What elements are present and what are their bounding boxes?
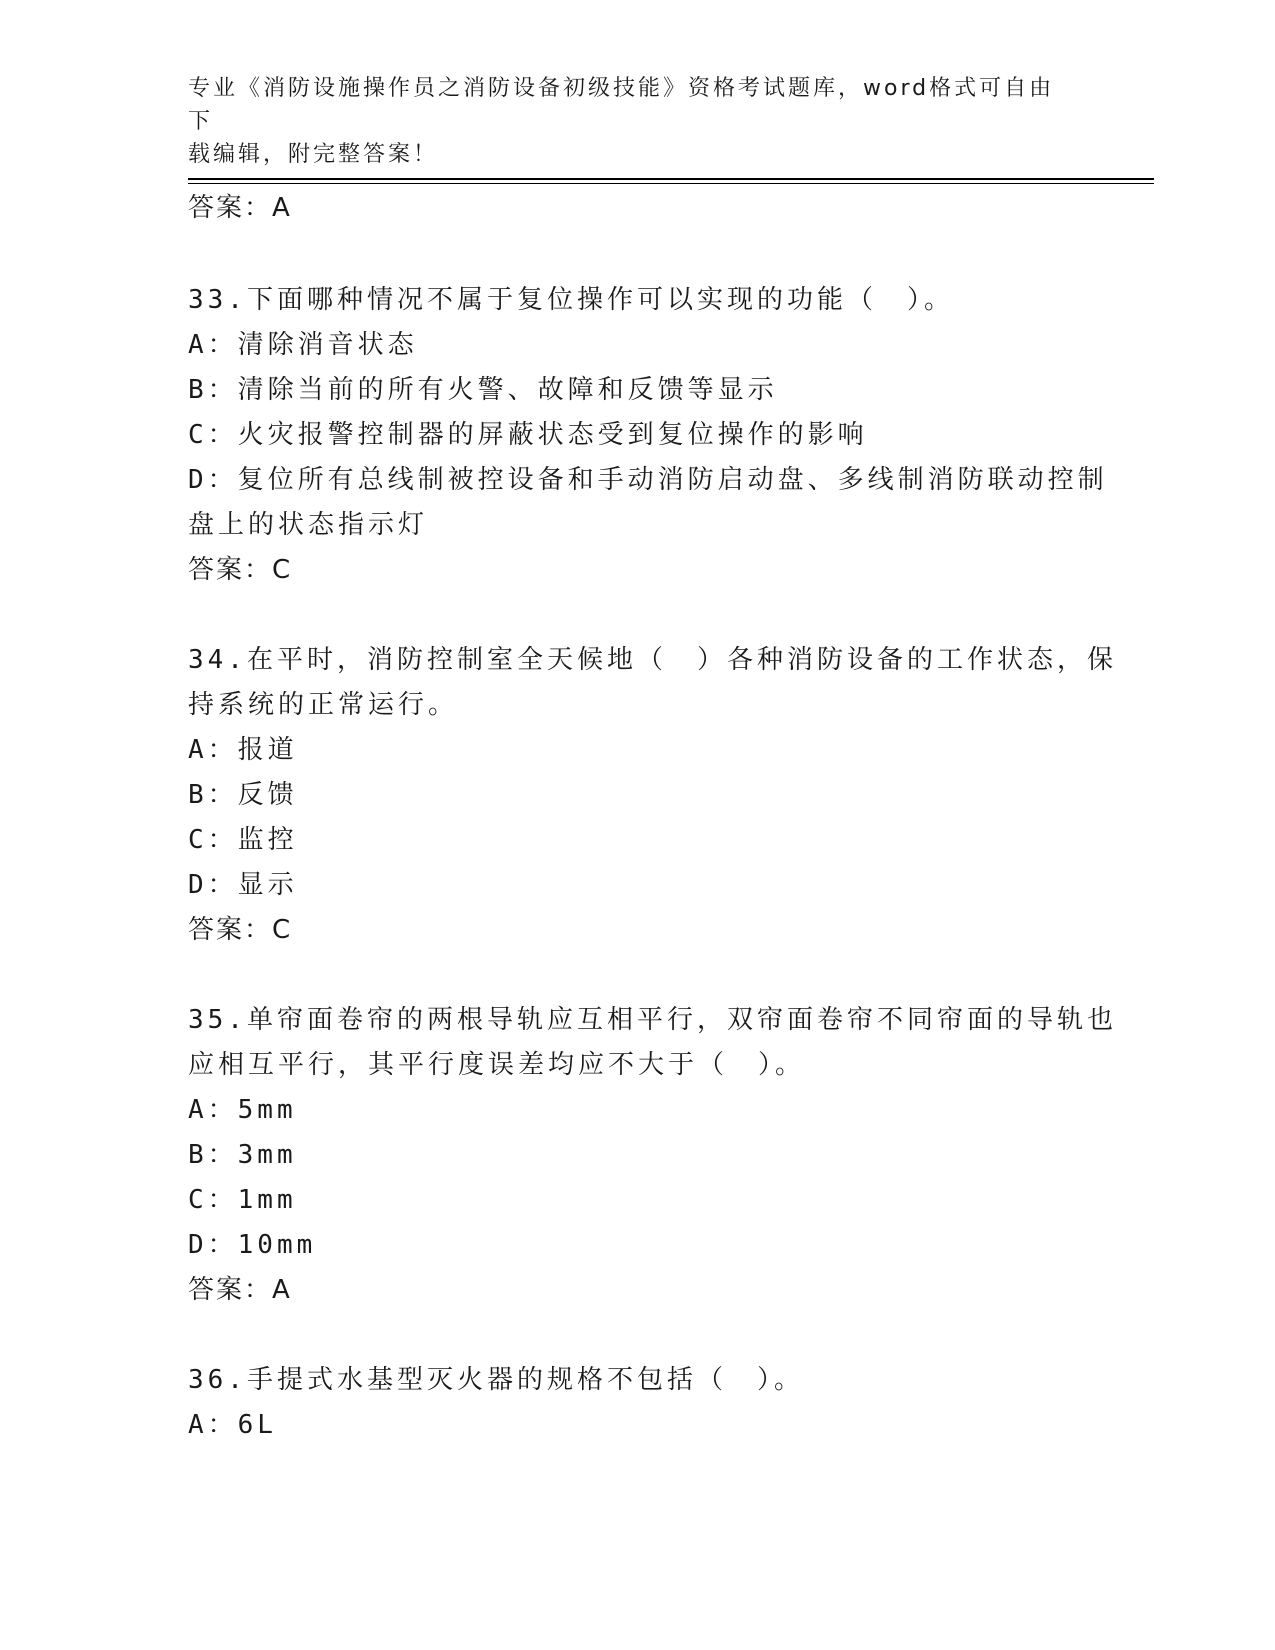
question-33-answer: 答案：C xyxy=(188,555,293,585)
question-33-stem: 33.下面哪种情况不属于复位操作可以实现的功能（ ）。 xyxy=(188,285,954,315)
question-33-option-c: C：火灾报警控制器的屏蔽状态受到复位操作的影响 xyxy=(188,420,868,450)
question-34-option-a: A：报道 xyxy=(188,735,298,765)
question-35-stem-cont: 应相互平行，其平行度误差均应不大于（ ）。 xyxy=(188,1050,806,1080)
question-35-option-b: B：3mm xyxy=(188,1140,297,1170)
question-34-stem: 34.在平时，消防控制室全天候地（ ）各种消防设备的工作状态，保 xyxy=(188,645,1117,675)
question-34-option-b: B：反馈 xyxy=(188,780,298,810)
header-line-2: 载编辑，附完整答案！ xyxy=(188,142,439,167)
question-34-option-d: D：显示 xyxy=(188,870,298,900)
question-34-option-c: C：监控 xyxy=(188,825,298,855)
question-35-option-d: D：10mm xyxy=(188,1230,317,1260)
question-35-answer: 答案：A xyxy=(188,1275,292,1305)
document-header xyxy=(188,72,1068,171)
header-divider-thin xyxy=(188,183,1154,184)
question-33-option-d: D：复位所有总线制被控设备和手动消防启动盘、多线制消防联动控制 xyxy=(188,465,1108,495)
question-33-option-a: A：清除消音状态 xyxy=(188,330,418,360)
header-divider xyxy=(188,178,1154,180)
question-35-option-a: A：5mm xyxy=(188,1095,297,1125)
question-35-option-c: C：1mm xyxy=(188,1185,297,1215)
question-36-stem: 36.手提式水基型灭火器的规格不包括（ ）。 xyxy=(188,1365,804,1395)
question-36-option-a: A：6L xyxy=(188,1410,277,1440)
question-35-stem: 35.单帘面卷帘的两根导轨应互相平行，双帘面卷帘不同帘面的导轨也 xyxy=(188,1005,1117,1035)
question-33-option-d-cont: 盘上的状态指示灯 xyxy=(188,510,429,540)
question-34-answer: 答案：C xyxy=(188,915,293,945)
question-34-stem-cont: 持系统的正常运行。 xyxy=(188,690,459,720)
question-33-option-b: B：清除当前的所有火警、故障和反馈等显示 xyxy=(188,375,778,405)
answer-previous: 答案：A xyxy=(188,193,292,223)
header-line-1: 专业《消防设施操作员之消防设备初级技能》资格考试题库，word格式可自由下 xyxy=(188,76,1055,134)
